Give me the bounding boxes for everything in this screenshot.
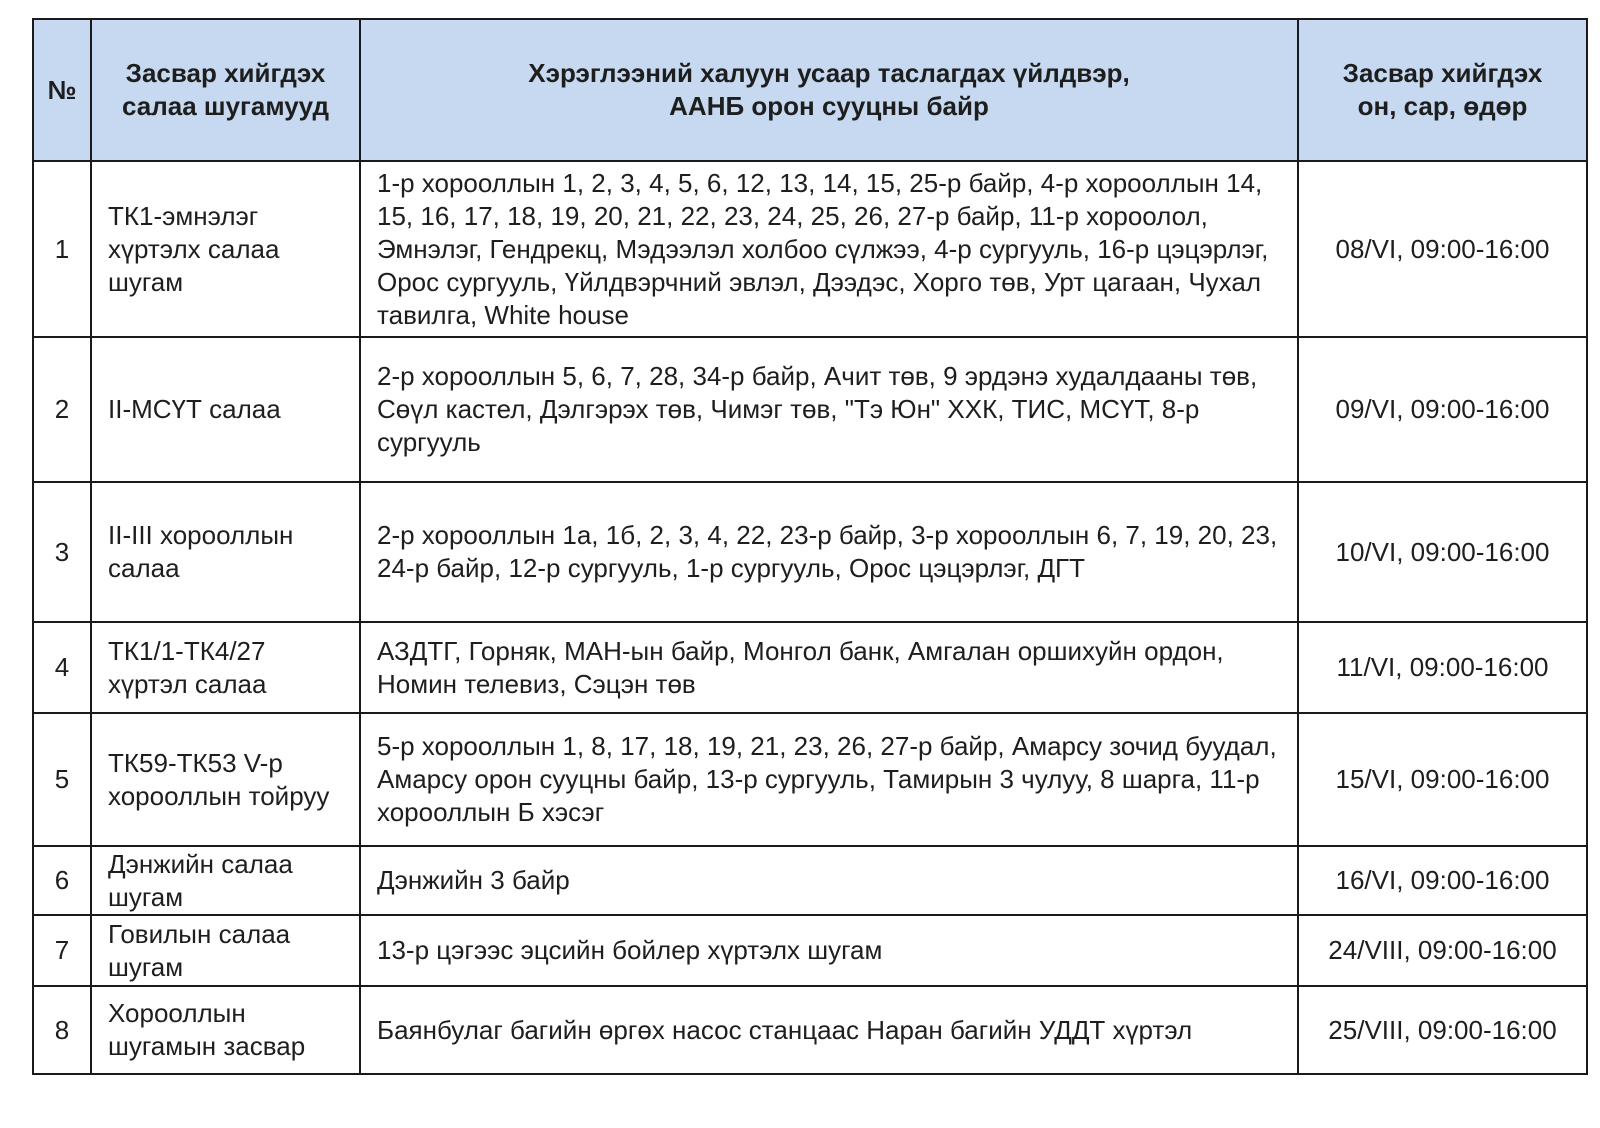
header-affected-buildings: Хэрэглээний халуун усаар таслагдах үйлдвэр, ААНБ орон сууцны байр (360, 19, 1298, 161)
row-repair-date: 10/VI, 09:00-16:00 (1298, 482, 1587, 622)
row-repair-line: Хорооллын шугамын засвар (91, 986, 360, 1074)
row-affected-buildings: 13-р цэгээс эцсийн бойлер хүртэлх шугам (360, 915, 1298, 986)
row-repair-line: ТК1-эмнэлэг хүртэлх салаа шугам (91, 161, 360, 337)
row-repair-date: 24/VIII, 09:00-16:00 (1298, 915, 1587, 986)
table-row (33, 915, 1587, 986)
table-row (33, 713, 1587, 846)
repair-schedule-table (32, 18, 1588, 1075)
row-number: 4 (33, 622, 91, 713)
row-number: 8 (33, 986, 91, 1074)
row-affected-buildings: Баянбулаг багийн өргөх насос станцаас Наран багийн УДДТ хүртэл (360, 986, 1298, 1074)
row-affected-buildings: 1-р хорооллын 1, 2, 3, 4, 5, 6, 12, 13, 14, 15, 25-р байр, 4-р хорооллын 14, 15, 16, 17, 18, 19, 20, 21, 22, 23, 24, 25, 26, 27-р байр, 11-р хороолол, Эмнэлэг, Гендрекц, Мэдээлэл холбоо сүлжээ, 4-р сургууль, 16-р цэцэрлэг, Орос сургууль, Үйлдвэрчний эвлэл, Дээдэс, Хорго төв, Урт цагаан, Чухал тавилга, White house (360, 161, 1298, 337)
header-repair-lines: Засвар хийгдэх салаа шугамууд (91, 19, 360, 161)
row-repair-date: 09/VI, 09:00-16:00 (1298, 337, 1587, 482)
row-repair-date: 08/VI, 09:00-16:00 (1298, 161, 1587, 337)
row-affected-buildings: 5-р хорооллын 1, 8, 17, 18, 19, 21, 23, 26, 27-р байр, Амарсу зочид буудал, Амарсу орон сууцны байр, 13-р сургууль, Тамирын 3 чулуу, 8 шарга, 11-р хорооллын Б хэсэг (360, 713, 1298, 846)
row-number: 3 (33, 482, 91, 622)
row-repair-line: Дэнжийн салаа шугам (91, 846, 360, 915)
row-repair-line: ТК1/1-ТК4/27 хүртэл салаа (91, 622, 360, 713)
row-repair-date: 11/VI, 09:00-16:00 (1298, 622, 1587, 713)
table-row (33, 161, 1587, 337)
row-repair-line: II-III хорооллын салаа (91, 482, 360, 622)
row-repair-date: 16/VI, 09:00-16:00 (1298, 846, 1587, 915)
row-repair-line: II-МСҮТ салаа (91, 337, 360, 482)
table-header-row (33, 19, 1587, 161)
row-number: 5 (33, 713, 91, 846)
table-row (33, 622, 1587, 713)
table-row (33, 846, 1587, 915)
row-affected-buildings: Дэнжийн 3 байр (360, 846, 1298, 915)
row-repair-date: 25/VIII, 09:00-16:00 (1298, 986, 1587, 1074)
row-number: 7 (33, 915, 91, 986)
table-row (33, 337, 1587, 482)
row-repair-line: ТК59-ТК53 V-р хорооллын тойруу (91, 713, 360, 846)
row-number: 1 (33, 161, 91, 337)
header-repair-date: Засвар хийгдэх он, сар, өдөр (1298, 19, 1587, 161)
row-number: 6 (33, 846, 91, 915)
row-number: 2 (33, 337, 91, 482)
header-number: № (33, 19, 91, 161)
row-affected-buildings: 2-р хорооллын 5, 6, 7, 28, 34-р байр, Ачит төв, 9 эрдэнэ худалдааны төв, Сөүл кастел, Дэлгэрэх төв, Чимэг төв, "Тэ Юн" ХХК, ТИС, МСҮТ, 8-р сургууль (360, 337, 1298, 482)
row-affected-buildings: 2-р хорооллын 1а, 1б, 2, 3, 4, 22, 23-р байр, 3-р хорооллын 6, 7, 19, 20, 23, 24-р байр, 12-р сургууль, 1-р сургууль, Орос цэцэрлэг, ДГТ (360, 482, 1298, 622)
table-row (33, 482, 1587, 622)
row-repair-line: Говилын салаа шугам (91, 915, 360, 986)
row-affected-buildings: АЗДТГ, Горняк, МАН-ын байр, Монгол банк, Амгалан оршихуйн ордон, Номин телевиз, Сэцэн төв (360, 622, 1298, 713)
table-row (33, 986, 1587, 1074)
row-repair-date: 15/VI, 09:00-16:00 (1298, 713, 1587, 846)
